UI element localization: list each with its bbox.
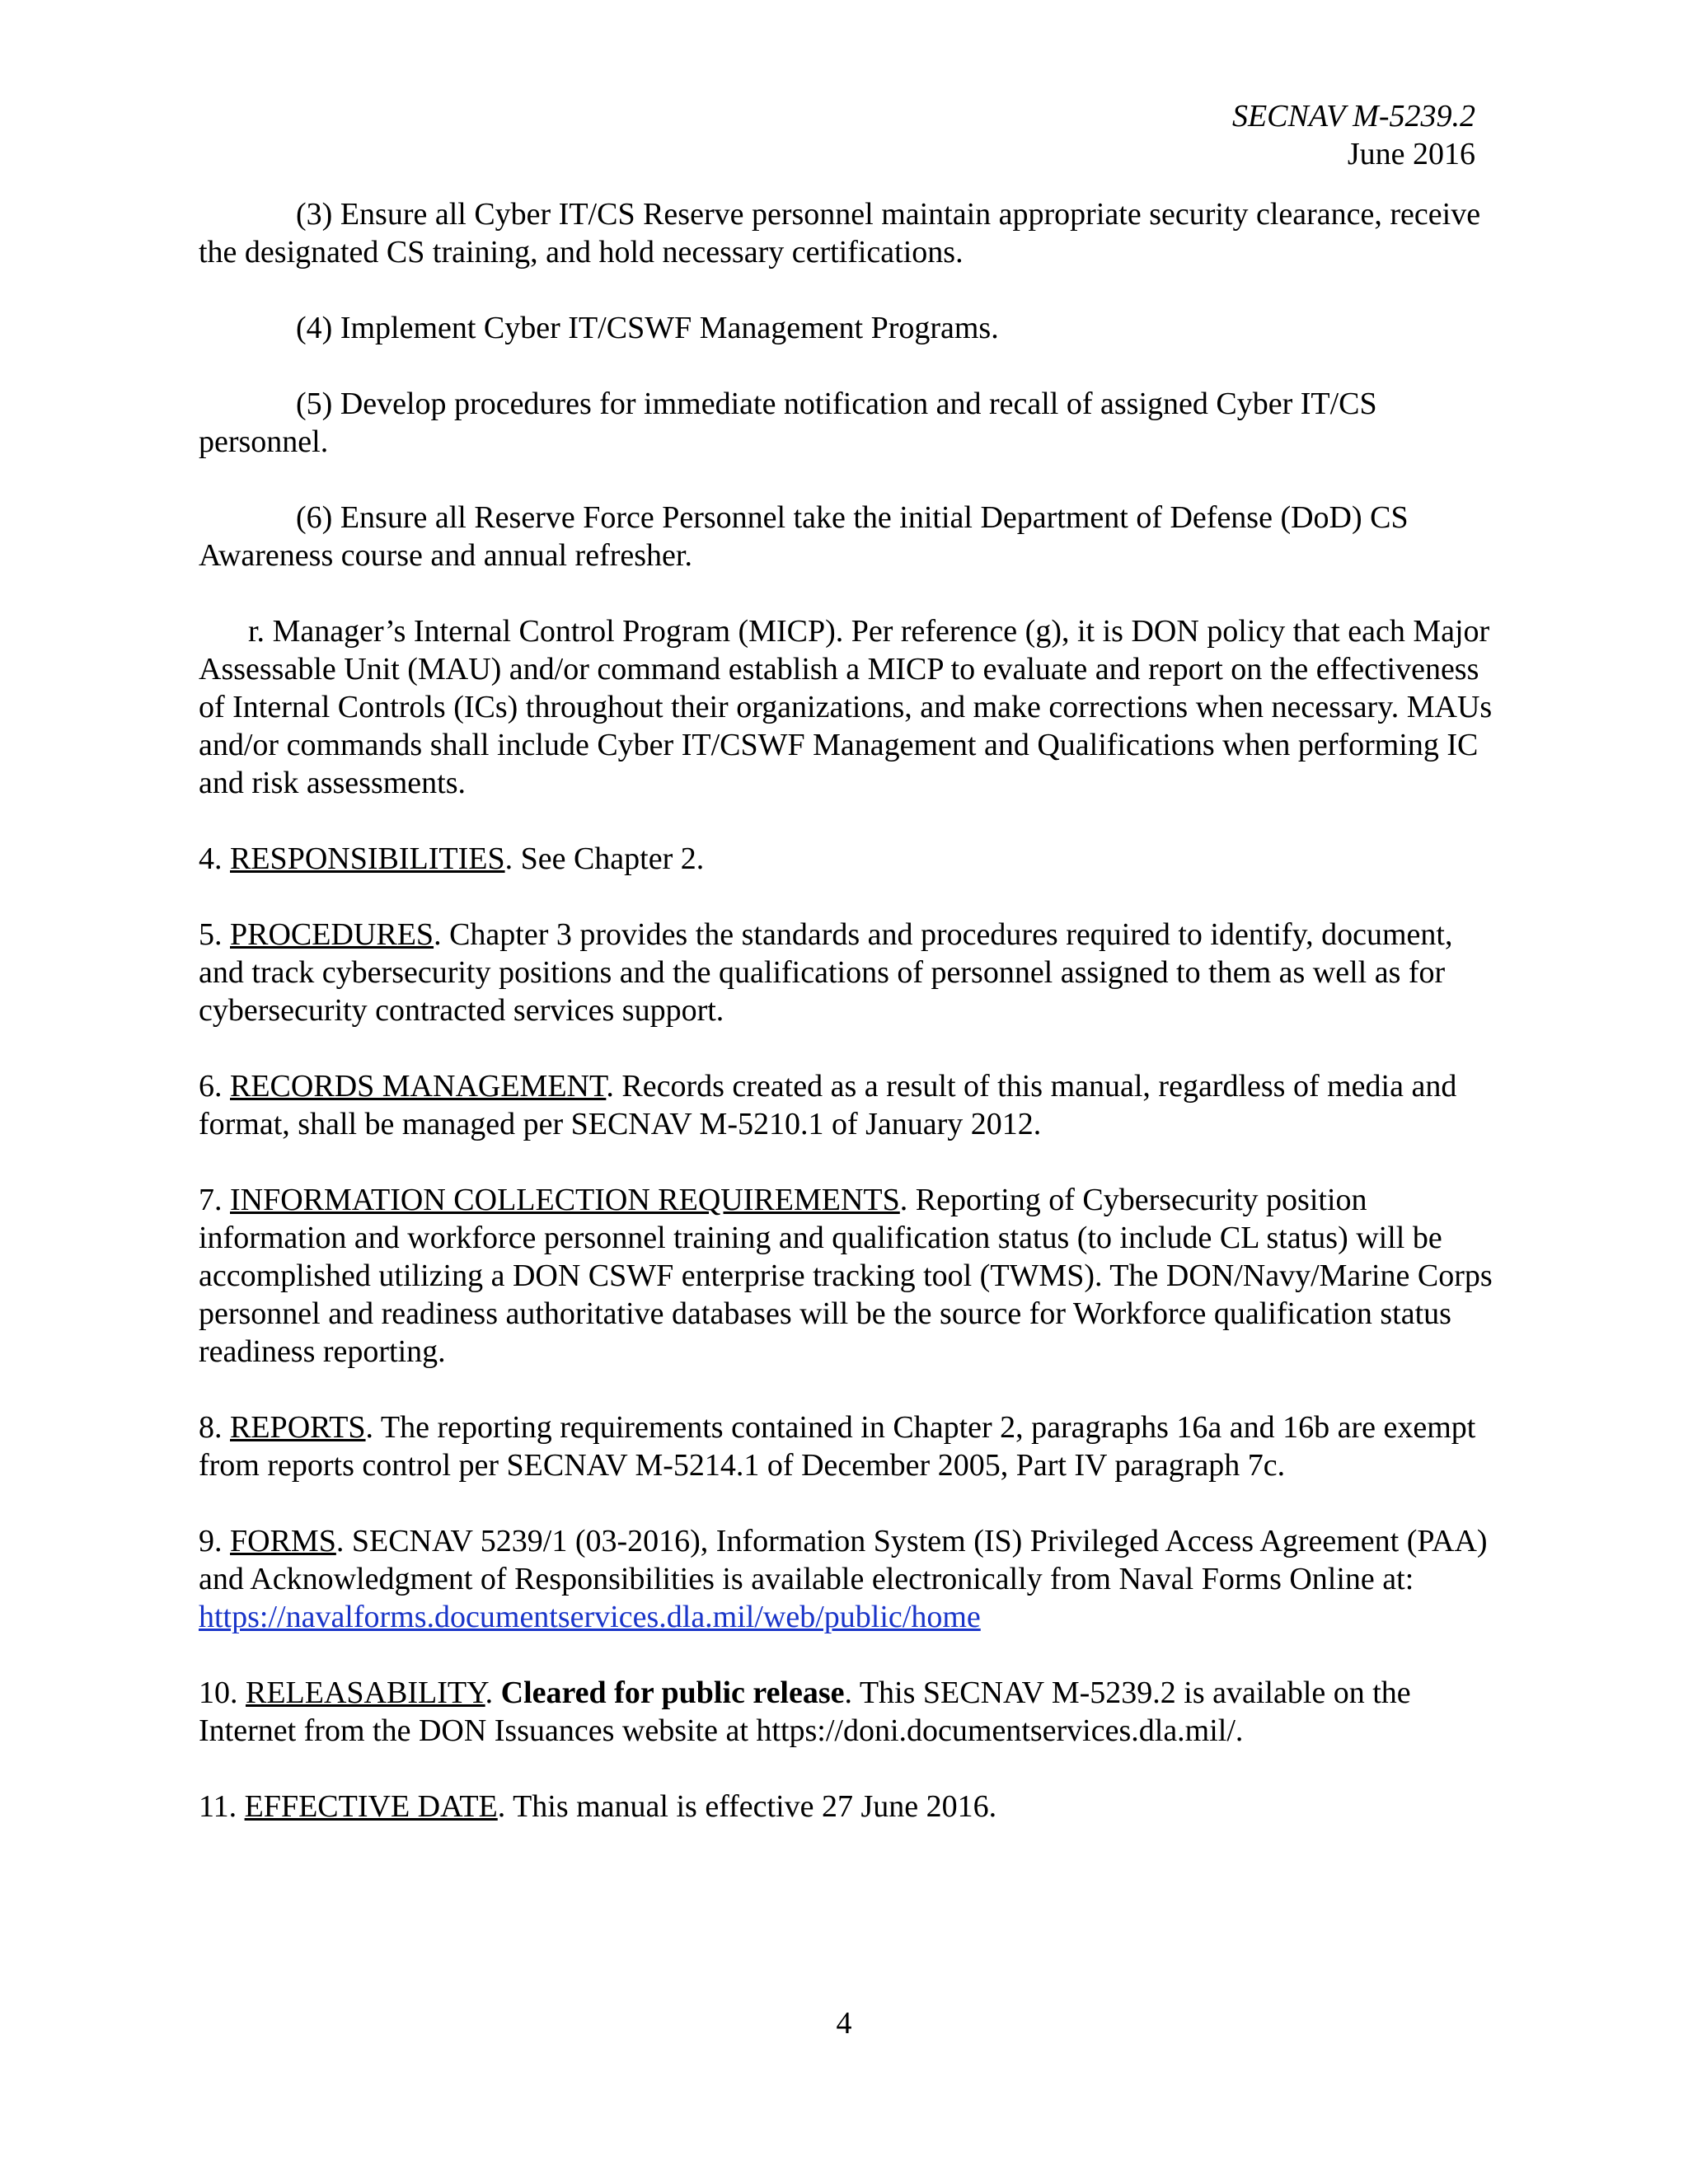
subparagraph-label: (5)	[296, 387, 333, 421]
section-text: . This manual is effective 27 June 2016.	[497, 1789, 997, 1824]
section-number: 9.	[199, 1524, 223, 1558]
section-heading: EFFECTIVE DATE	[244, 1789, 498, 1824]
subparagraph-label: (3)	[296, 197, 333, 232]
section-number: 6.	[199, 1069, 223, 1104]
naval-forms-link[interactable]: https://navalforms.documentservices.dla.mil/web/public/home	[199, 1600, 981, 1634]
section-11-effective-date	[199, 1788, 1493, 1825]
section-heading: FORMS	[230, 1524, 336, 1558]
section-number: 5.	[199, 917, 223, 952]
section-text: . Chapter 3 provides the standards and procedures required to identify, document, and track cybersecurity positions and the qualifications of personnel assigned to them as well as for cybersecurity contracted services support.	[199, 917, 1453, 1028]
subparagraph-6	[199, 499, 1493, 574]
section-6-records-management	[199, 1067, 1493, 1143]
section-heading: RELEASABILITY	[246, 1675, 485, 1710]
subparagraph-label: (4)	[296, 311, 333, 345]
subparagraph-label: (6)	[296, 500, 333, 535]
section-heading: INFORMATION COLLECTION REQUIREMENTS	[230, 1183, 900, 1217]
page-number: 4	[836, 2006, 852, 2041]
section-number: 4.	[199, 841, 223, 876]
section-text: . SECNAV 5239/1 (03-2016), Information System (IS) Privileged Access Agreement (PAA) and Acknowledgment of Responsibilities is available electronically from Naval Forms Online at:	[199, 1524, 1488, 1596]
subparagraph-text: Ensure all Reserve Force Personnel take the initial Department of Defense (DoD) CS Awareness course and annual refresher.	[199, 500, 1409, 573]
section-text: . The reporting requirements contained in Chapter 2, paragraphs 16a and 16b are exempt from reports control per SECNAV M-5214.1 of December 2005, Part IV paragraph 7c.	[199, 1410, 1476, 1483]
paragraph-text: Manager’s Internal Control Program (MICP). Per reference (g), it is DON policy that each Major Assessable Unit (MAU) and/or command establish a MICP to evaluate and report on the effectiveness of Internal Controls (ICs) throughout their organizations, and make corrections when necessary. MAUs and/or commands shall include Cyber IT/CSWF Management and Qualifications when performing IC and risk assessments.	[199, 614, 1493, 800]
paragraph-r	[199, 612, 1493, 802]
section-number: 10.	[199, 1675, 238, 1710]
section-text: . Records created as a result of this manual, regardless of media and format, shall be managed per SECNAV M-5210.1 of January 2012.	[199, 1069, 1457, 1141]
page-header	[1232, 97, 1475, 173]
section-7-information-collection	[199, 1181, 1493, 1371]
section-8-reports	[199, 1408, 1493, 1484]
section-4-responsibilities	[199, 840, 1493, 878]
paragraph-label: r.	[248, 614, 265, 649]
document-id: SECNAV M-5239.2	[1231, 99, 1475, 134]
document-date: June 2016	[1347, 137, 1475, 171]
section-9-forms	[199, 1522, 1493, 1636]
section-heading: PROCEDURES	[230, 917, 434, 952]
subparagraph-text: Implement Cyber IT/CSWF Management Programs.	[340, 311, 999, 345]
section-number: 7.	[199, 1183, 223, 1217]
subparagraph-4	[199, 309, 1493, 347]
document-body	[199, 195, 1493, 1863]
subparagraph-text: Develop procedures for immediate notification and recall of assigned Cyber IT/CS personnel.	[199, 387, 1377, 459]
section-heading: REPORTS	[230, 1410, 366, 1445]
section-text: . See Chapter 2.	[504, 841, 705, 876]
section-heading: RESPONSIBILITIES	[230, 841, 505, 876]
section-10-releasability	[199, 1674, 1493, 1750]
section-number: 8.	[199, 1410, 223, 1445]
section-text: . Reporting of Cybersecurity position information and workforce personnel training and qualification status (to include CL status) will be accomplished utilizing a DON CSWF enterprise tracking tool (TWMS). The DON/Navy/Marine Corps personnel and readiness authoritative databases will be the source for Workforce qualification status readiness reporting.	[199, 1183, 1493, 1369]
subparagraph-3	[199, 195, 1493, 271]
subparagraph-text: Ensure all Cyber IT/CS Reserve personnel maintain appropriate security clearance, receive the designated CS training, and hold necessary certifications.	[199, 197, 1481, 269]
subparagraph-5	[199, 385, 1493, 461]
section-separator: .	[485, 1675, 501, 1710]
section-text: . This SECNAV M-5239.2 is available on the Internet from the DON Issuances website at https://doni.documentservices.dla.mil/.	[199, 1675, 1411, 1748]
section-5-procedures	[199, 916, 1493, 1029]
section-heading: RECORDS MANAGEMENT	[230, 1069, 607, 1104]
section-number: 11.	[199, 1789, 237, 1824]
public-release-statement: Cleared for public release	[500, 1675, 845, 1710]
